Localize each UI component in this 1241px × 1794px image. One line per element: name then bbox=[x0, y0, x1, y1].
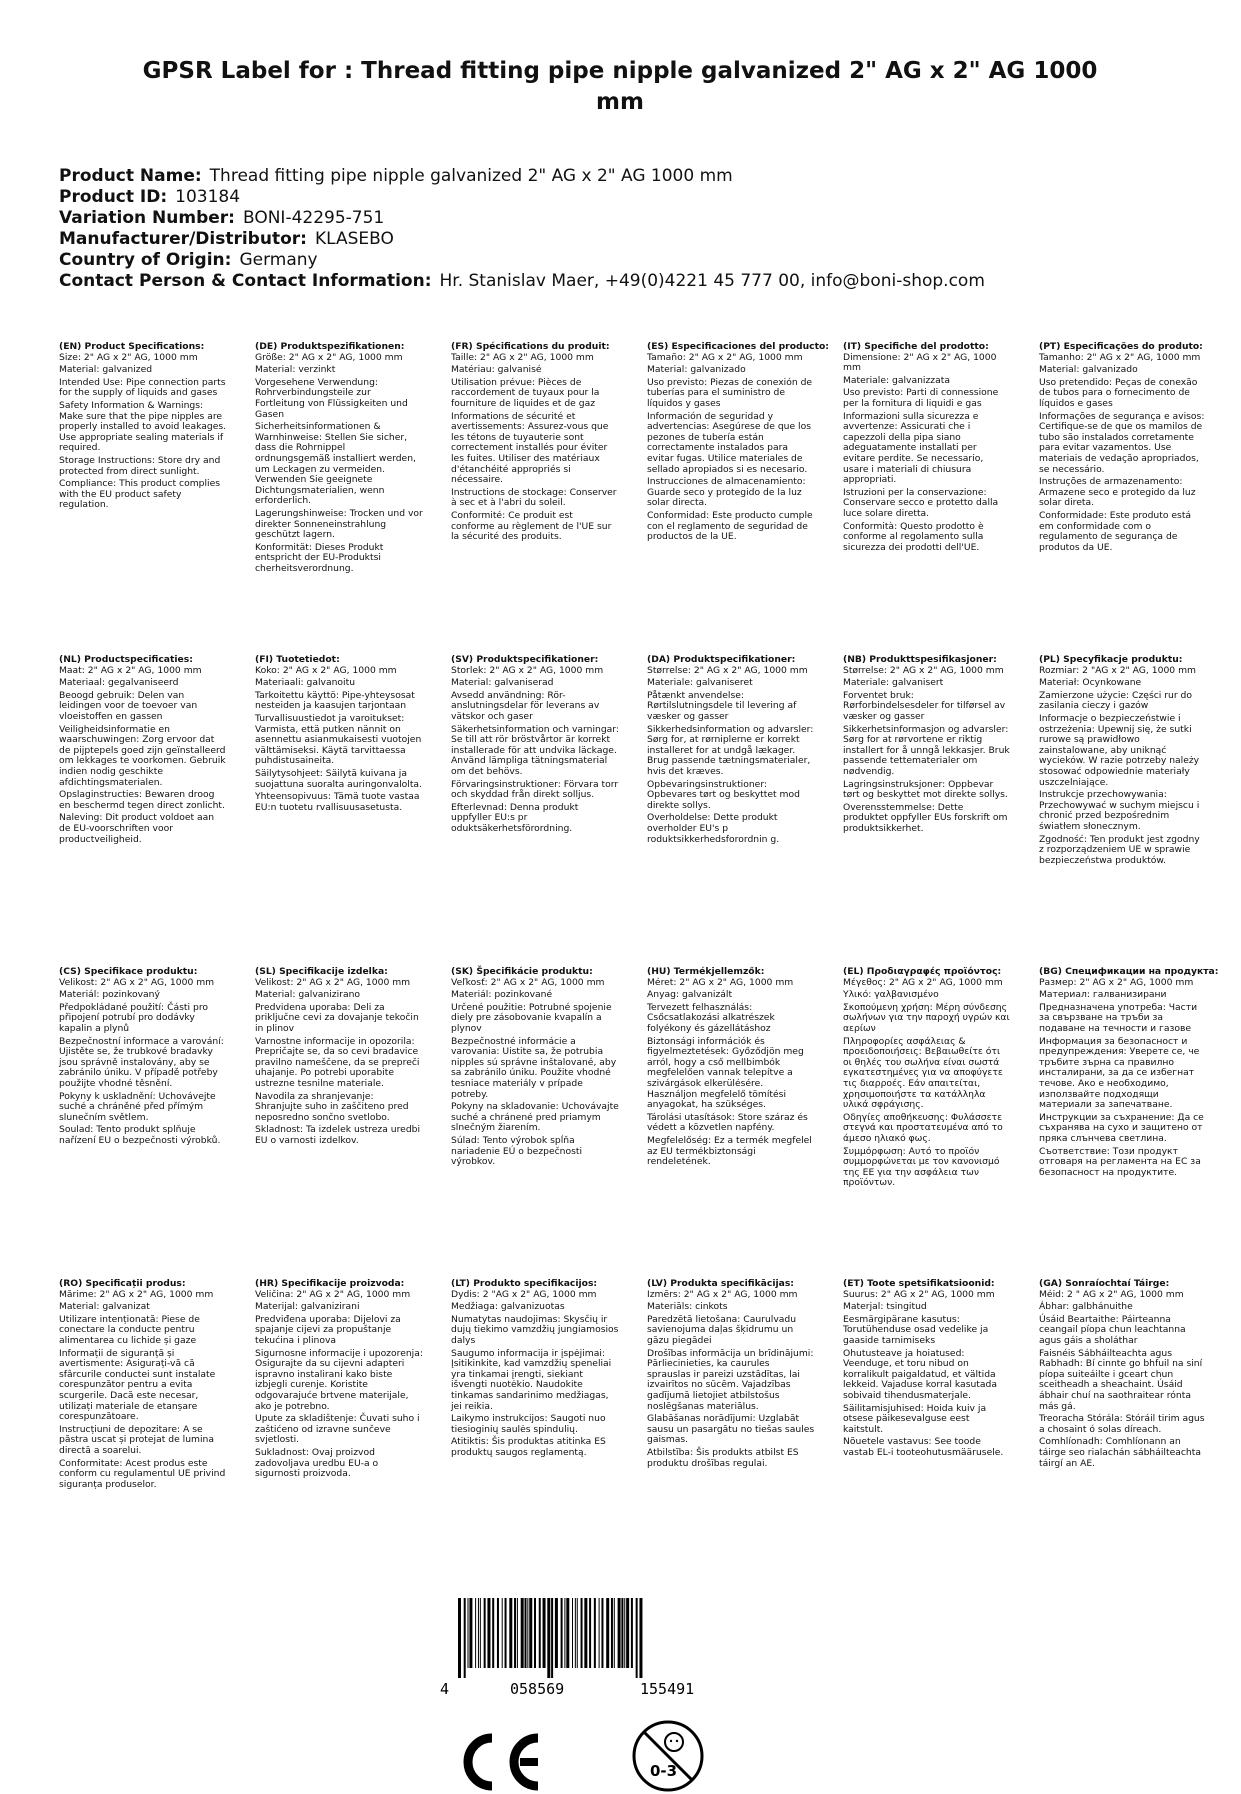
barcode-digits: 155491 bbox=[640, 1680, 695, 1698]
info-key: Product Name: bbox=[59, 166, 202, 186]
info-key: Manufacturer/Distributor: bbox=[59, 229, 307, 249]
spec-line: Předpokládané použití: Části pro připojení potrubí pro dodávky kapalin a plynů bbox=[59, 1001, 209, 1034]
spec-line: Säilytysohjeet: Säilytä kuivana ja suojattuna suoralta auringonvalolta. bbox=[255, 767, 422, 790]
spec-line: Safety Information & Warnings: Make sure that the pipe nipples are properly installed to avoid leakages. Use appropriate sealing materials if required. bbox=[59, 399, 227, 454]
spec-line: Veličina: 2" AG x 2" AG, 1000 mm bbox=[255, 1288, 411, 1300]
spec-line: Avsedd användning: Rör-anslutningsdelar för leverans av vätskor och gaser bbox=[451, 689, 600, 722]
barcode-bar bbox=[577, 1598, 578, 1668]
page-title: GPSR Label for : Thread fitting pipe nipple galvanized 2" AG x 2" AG 1000 mm bbox=[142, 58, 1098, 115]
spec-line: Uso previsto: Piezas de conexión de tuberías para el suministro de líquidos y gases bbox=[647, 376, 813, 409]
spec-line: Atbilstība: Šis produkts atbilst ES produktu drošības regulai. bbox=[647, 1446, 799, 1469]
barcode-bar bbox=[534, 1598, 536, 1668]
spec-line: Μέγεθος: 2" AG x 2" AG, 1000 mm bbox=[843, 976, 1003, 988]
spec-heading: (BG) Спецификации на продукта: bbox=[1039, 966, 1219, 977]
spec-line: Materijal: galvanizirani bbox=[255, 1301, 360, 1313]
info-row bbox=[59, 166, 1199, 187]
spec-line: Storage Instructions: Store dry and protected from direct sunlight. bbox=[59, 454, 221, 477]
spec-line: Informações de segurança e avisos: Certifique-se de que os mamilos de tubo são instalados corretamente para evitar vazamentos. Use materiais de vedação apropriados, se necessário. bbox=[1039, 410, 1205, 475]
spec-line: Материал: галванизирани bbox=[1039, 989, 1167, 1001]
spec-heading: (LV) Produkta specifikācijas: bbox=[647, 1278, 794, 1289]
spec-line: Numatytas naudojimas: Skysčių ir dujų tiekimo vamzdžių jungiamosios dalys bbox=[451, 1313, 619, 1346]
spec-line: Materiāls: cinkots bbox=[647, 1301, 728, 1313]
spec-line: Biztonsági információk és figyelmeztetések: Győződjön meg arról, hogy a cső mellbimbók megfelelően vannak telepítve a szivárgások elkerülésére. Használjon megfelelő tömítési anyagokat, ha szükséges. bbox=[647, 1035, 804, 1111]
barcode-bar bbox=[551, 1598, 553, 1678]
spec-line: Méid: 2 " AG x 2" AG, 1000 mm bbox=[1039, 1288, 1184, 1300]
spec-line: Yhteensopivuus: Tämä tuote vastaa EU:n tuotetu rvallisuusasetusta. bbox=[255, 791, 420, 813]
spec-line: Dimensione: 2" AG x 2" AG, 1000 mm bbox=[843, 351, 997, 374]
spec-line: Conformidade: Este produto está em conformidade com o regulamento de segurança de produtos da UE. bbox=[1039, 509, 1192, 553]
barcode-bar bbox=[606, 1598, 609, 1668]
spec-block-es bbox=[647, 341, 829, 545]
spec-line: Instrukcje przechowywania: Przechowywać w suchym miejscu i chronić przed bezpośrednim światłem słonecznym. bbox=[1039, 789, 1200, 832]
spec-line: Efterlevnad: Denna produkt uppfyller EU:s pr oduktsäkerhetsförordning. bbox=[451, 801, 579, 834]
spec-heading: (HR) Specifikacije proizvoda: bbox=[255, 1278, 405, 1289]
info-row bbox=[59, 229, 1199, 250]
spec-line: Instrucciones de almacenamiento: Guarde seco y protegido de la luz solar directa. bbox=[647, 476, 806, 509]
barcode-bar bbox=[529, 1598, 532, 1668]
spec-heading: (CS) Specifikace produktu: bbox=[59, 966, 198, 977]
spec-line: Materjal: tsingitud bbox=[843, 1301, 927, 1313]
spec-line: Säilitamisjuhised: Hoida kuiv ja otsese päikesevalguse eest kaitstult. bbox=[843, 1402, 987, 1435]
spec-line: Materiaali: galvanoitu bbox=[255, 677, 356, 689]
spec-block-sv bbox=[451, 655, 619, 837]
spec-line: Materiał: Ocynkowane bbox=[1039, 677, 1142, 689]
spec-line: Förvaringsinstruktioner: Förvara torr och skyddad från direkt solljus. bbox=[451, 778, 619, 801]
spec-line: Instrucțiuni de depozitare: A se păstra uscat și protejat de lumina directă a soarelui. bbox=[59, 1423, 214, 1456]
spec-line: Informații de siguranță și avertismente: Asigurați-vă că sfârcurile conductei sunt instalate corespunzător pentru a evita scurgerile. Dacă este necesar, utilizați materiale de etanșare corespunzătoare. bbox=[59, 1347, 216, 1423]
spec-line: Veľkosť: 2" AG x 2" AG, 1000 mm bbox=[451, 976, 605, 988]
spec-line: Lagerungshinweise: Trocken und vor direkter Sonneneinstrahlung geschützt lagern. bbox=[255, 507, 423, 541]
spec-block-da bbox=[647, 655, 815, 847]
barcode-digits: 4 bbox=[440, 1680, 450, 1698]
spec-line: Maat: 2" AG x 2" AG, 1000 mm bbox=[59, 664, 202, 676]
spec-line: Sicherheitsinformationen & Warnhinweise: Stellen Sie sicher, dass die Rohrnippel ordnungsgemäß installiert werden, um Leckagen zu vermeiden. Verwenden Sie geeignete Dichtungsmaterialien, wenn erforderlich. bbox=[255, 421, 416, 507]
spec-heading: (DA) Produktspecifikationer: bbox=[647, 654, 796, 665]
spec-line: Påtænkt anvendelse: Rørtilslutningsdele til levering af væsker og gasser bbox=[647, 689, 797, 722]
barcode-bar bbox=[614, 1598, 615, 1668]
ce-mark-icon bbox=[458, 1732, 544, 1792]
spec-block-hu bbox=[647, 967, 815, 1170]
spec-line: Material: verzinkt bbox=[255, 364, 336, 376]
spec-line: Navodila za shranjevanje: Shranjujte suho in zaščiteno pred neposredno sončno svetlobo. bbox=[255, 1090, 409, 1123]
spec-block-fr bbox=[451, 342, 619, 545]
spec-line: Anyag: galvanizált bbox=[647, 989, 733, 1001]
barcode-bar bbox=[572, 1598, 573, 1668]
spec-line: Velikost: 2" AG x 2" AG, 1000 mm bbox=[255, 976, 411, 988]
spec-line: Vorgesehene Verwendung: Rohrverbindungsteile zur Fortleitung von Flüssigkeiten und Gasen bbox=[255, 376, 408, 420]
spec-heading: (PL) Specyfikacje produktu: bbox=[1039, 654, 1183, 665]
spec-line: Beoogd gebruik: Delen van leidingen voor de toevoer van vloeistoffen en gassen bbox=[59, 689, 198, 722]
info-row bbox=[59, 271, 1199, 292]
spec-block-cs bbox=[59, 967, 227, 1149]
spec-heading: (PT) Especificações do produto: bbox=[1039, 341, 1203, 352]
product-info bbox=[59, 166, 1199, 292]
spec-heading: (SL) Specifikacije izdelka: bbox=[255, 966, 388, 977]
spec-heading: (FR) Spécifications du produit: bbox=[451, 341, 610, 352]
spec-block-pt bbox=[1039, 342, 1207, 555]
spec-line: Overensstemmelse: Dette produktet oppfyller EUs forskrift om produktsikkerhet. bbox=[843, 801, 1008, 834]
spec-line: Informacje o bezpieczeństwie i ostrzeżenia: Upewnij się, że sutki rurowe są prawidłowo zainstalowane, aby uniknąć wycieków. W razie potrzeby należy stosować odpowiednie materiały uszczelniające. bbox=[1039, 712, 1200, 788]
spec-line: Sikkerhedsinformation og advarsler: Sørg for, at rørniplerne er korrekt installeret for at undgå lækager. Brug passende tætningsmaterialer, hvis det kræves. bbox=[647, 723, 814, 777]
barcode-bar bbox=[639, 1598, 642, 1678]
spec-heading: (ES) Especificaciones del producto: bbox=[647, 341, 829, 352]
barcode-bar bbox=[575, 1598, 576, 1668]
spec-line: Material: galvanizirano bbox=[255, 989, 361, 1001]
barcode-bar bbox=[458, 1598, 461, 1678]
spec-line: Material: galvaniserad bbox=[451, 677, 554, 689]
spec-line: Σκοπούμενη χρήση: Μέρη σύνδεσης σωλήνων για την παροχή υγρών και αερίων bbox=[843, 1001, 1010, 1034]
spec-block-nb bbox=[843, 655, 1011, 837]
spec-line: Tamanho: 2" AG x 2" AG, 1000 mm bbox=[1039, 351, 1201, 363]
spec-block-it bbox=[843, 342, 1011, 555]
spec-line: Zamierzone użycie: Części rur do zasilania cieczy i gazów bbox=[1039, 689, 1193, 712]
spec-line: Tervezett felhasználás: Csőcsatlakozási alkatrészek folyékony és gázellátáshoz bbox=[647, 1001, 775, 1034]
spec-line: Utilizare intenționată: Piese de conectare la conducte pentru alimentarea cu lichide și gaze bbox=[59, 1313, 200, 1346]
barcode-bar bbox=[539, 1598, 541, 1668]
spec-line: Размер: 2" AG x 2" AG, 1000 mm bbox=[1039, 976, 1194, 988]
spec-line: Säkerhetsinformation och varningar: Se till att rör bröstvårtor är korrekt installerade för att undvika läckage. Använd lämpliga tätningsmaterial om det behövs. bbox=[451, 723, 620, 777]
spec-line: Nõuetele vastavus: See toode vastab EL-i tooteohutusmäärusele. bbox=[843, 1436, 1004, 1458]
info-key: Product ID: bbox=[59, 187, 168, 207]
info-key: Contact Person & Contact Information: bbox=[59, 271, 432, 291]
spec-line: Material: galvanizado bbox=[647, 364, 746, 376]
spec-line: Dydis: 2 "AG x 2" AG, 1000 mm bbox=[451, 1288, 597, 1300]
barcode-bar bbox=[484, 1598, 486, 1668]
spec-block-el bbox=[843, 967, 1011, 1191]
age-range-label: 0-3 bbox=[650, 1762, 678, 1780]
barcode-bar bbox=[543, 1598, 546, 1668]
spec-block-lt bbox=[451, 1279, 619, 1461]
spec-line: Инструкции за съхранение: Да се съхранява на сухо и защитено от пряка слънчева светлина. bbox=[1039, 1111, 1204, 1144]
spec-block-et bbox=[843, 1279, 1011, 1461]
spec-line: Súlad: Tento výrobok spĺňa nariadenie EÚ o bezpečnosti výrobkov. bbox=[451, 1134, 583, 1168]
spec-heading: (EN) Product Specifications: bbox=[59, 341, 205, 352]
spec-line: Instruções de armazenamento: Armazene seco e protegido da luz solar direta. bbox=[1039, 476, 1196, 509]
barcode-bar bbox=[497, 1598, 499, 1668]
spec-line: Tamaño: 2" AG x 2" AG, 1000 mm bbox=[647, 351, 803, 363]
info-key: Variation Number: bbox=[59, 208, 235, 228]
spec-line: Varnostne informacije in opozorila: Prepričajte se, da so cevi bradavice pravilno nameščene, da se prepreči uhajanje. Po potrebi uporabite ustrezne tesnilne materiale. bbox=[255, 1035, 420, 1089]
spec-block-de bbox=[255, 342, 423, 576]
spec-line: Megfelelőség: Ez a termék megfelel az EU termékbiztonsági rendeletének. bbox=[647, 1134, 812, 1168]
spec-line: Skladnost: Ta izdelek ustreza uredbi EU o varnosti izdelkov. bbox=[255, 1124, 421, 1146]
spec-line: Size: 2" AG x 2" AG, 1000 mm bbox=[59, 351, 198, 363]
spec-line: Lagringsinstruksjoner: Oppbevar tørt og beskyttet mot direkte sollys. bbox=[843, 778, 1008, 801]
spec-line: Treoracha Stórála: Stóráil tirim agus a chosaint ó solas díreach. bbox=[1039, 1413, 1205, 1435]
spec-line: Laikymo instrukcijos: Saugoti nuo tiesioginių saulės spindulių. bbox=[451, 1413, 606, 1435]
spec-line: Faisnéis Sábháilteachta agus Rabhadh: Bí cinnte go bhfuil na siní píopa suiteáilte i gceart chun sceitheadh a sheachaint. Úsáid ábhair chuí na saothraitear rónta más gá. bbox=[1039, 1347, 1203, 1412]
spec-line: Pokyny k uskladnění: Uchovávejte suché a chráněné před přímým slunečním světlem. bbox=[59, 1090, 216, 1123]
spec-line: Tarkoitettu käyttö: Pipe-yhteysosat nesteiden ja kaasujen tarjontaan bbox=[255, 689, 415, 712]
barcode-bar bbox=[468, 1598, 469, 1668]
spec-heading: (FI) Tuotetiedot: bbox=[255, 654, 340, 665]
spec-heading: (LT) Produkto specifikacijos: bbox=[451, 1278, 598, 1289]
barcode-bar bbox=[547, 1598, 550, 1678]
spec-line: Conformité: Ce produit est conforme au règlement de l'UE sur la sécurité des produits. bbox=[451, 509, 612, 543]
info-row bbox=[59, 187, 1199, 208]
spec-line: Conformidad: Este producto cumple con el reglamento de seguridad de productos de la UE. bbox=[647, 509, 813, 543]
spec-block-pl bbox=[1039, 655, 1207, 868]
spec-heading: (SK) Špecifikácie produktu: bbox=[451, 966, 593, 977]
info-value: BONI-42295-751 bbox=[242, 208, 385, 228]
spec-line: Opslaginstructies: Bewaren droog en beschermd tegen direct zonlicht. bbox=[59, 789, 225, 811]
spec-heading: (ET) Toote spetsifikatsioonid: bbox=[843, 1278, 995, 1289]
spec-block-fi bbox=[255, 655, 423, 815]
spec-line: Určené použitie: Potrubné spojenie diely pre zásobovanie kvapalín a plynov bbox=[451, 1001, 612, 1034]
barcode-bar bbox=[624, 1598, 625, 1668]
spec-line: Turvallisuustiedot ja varoitukset: Varmista, että putken nännit on asennettu asianmukaisesti vuotojen välttämiseksi. Käytä tarvittaessa puhdistusaineita. bbox=[255, 712, 422, 767]
info-value: Hr. Stanislav Maer, +49(0)4221 45 777 00, info@boni-shop.com bbox=[439, 271, 985, 291]
barcode-bar bbox=[517, 1598, 518, 1668]
barcode-bar bbox=[561, 1598, 563, 1668]
spec-heading: (EL) Προδιαγραφές προϊόντος: bbox=[843, 966, 1002, 977]
spec-line: Sikkerhetsinformasjon og advarsler: Sørg for at rørvortene er riktig installert for å unngå lekkasjer. Bruk passende tettematerialer om nødvendig. bbox=[843, 723, 1010, 777]
spec-line: Materiaal: gegalvaniseerd bbox=[59, 677, 179, 689]
spec-block-lv bbox=[647, 1279, 815, 1471]
spec-line: Bezpečnostné informácie a varovania: Uistite sa, že potrubia nipples sú správne inštalované, aby sa zabránilo úniku. Použite vhodné tesniace materiály v prípade potreby. bbox=[451, 1035, 617, 1100]
spec-line: Konformität: Dieses Produkt entspricht der EU-Produktsi cherheitsverordnung. bbox=[255, 541, 384, 574]
spec-heading: (IT) Specifiche del prodotto: bbox=[843, 341, 989, 352]
spec-block-sk bbox=[451, 967, 619, 1170]
barcode-bar bbox=[502, 1598, 503, 1668]
spec-line: Izmērs: 2" AG x 2" AG, 1000 mm bbox=[647, 1288, 798, 1300]
spec-line: Uso pretendido: Peças de conexão de tubos para o fornecimento de líquidos e gases bbox=[1039, 376, 1198, 409]
spec-line: Istruzioni per la conservazione: Conservare secco e protetto dalla luce solare diretta. bbox=[843, 486, 999, 519]
barcode-bar bbox=[581, 1598, 583, 1668]
spec-line: Materiale: galvanizzata bbox=[843, 374, 950, 386]
info-row bbox=[59, 208, 1199, 229]
spec-block-sl bbox=[255, 967, 423, 1149]
spec-line: Съответствие: Този продукт отговаря на регламента на ЕС за безопасност на продуктите. bbox=[1039, 1145, 1201, 1178]
barcode-bar bbox=[599, 1598, 600, 1668]
barcode-bar bbox=[618, 1598, 621, 1668]
barcode-bar bbox=[566, 1598, 569, 1668]
barcode-bar bbox=[475, 1598, 476, 1668]
spec-block-ro bbox=[59, 1279, 227, 1492]
spec-line: Informations de sécurité et avertissements: Assurez-vous que les tétons de tuyauterie sont correctement installés pour éviter les fuites. Utiliser des matériaux d'étanchéité appropriés si nécessaire. bbox=[451, 410, 609, 486]
spec-line: Mărime: 2" AG x 2" AG, 1000 mm bbox=[59, 1288, 214, 1300]
barcode-bar bbox=[636, 1598, 638, 1678]
info-value: Thread fitting pipe nipple galvanized 2" AG x 2" AG 1000 mm bbox=[209, 166, 733, 186]
spec-line: Paredzētā lietošana: Caurulvadu savienojuma daļas šķidrumu un gāzu piegādei bbox=[647, 1313, 797, 1346]
barcode-bar bbox=[631, 1598, 633, 1668]
barcode bbox=[440, 1598, 750, 1702]
spec-line: Velikost: 2" AG x 2" AG, 1000 mm bbox=[59, 976, 215, 988]
age-0-3-warning-icon bbox=[630, 1718, 706, 1794]
barcode-bar bbox=[478, 1598, 479, 1668]
spec-line: Tárolási utasítások: Store száraz és védett a közvetlen napfény. bbox=[647, 1111, 808, 1134]
spec-line: Información de seguridad y advertencias: Asegúrese de que los pezones de tubería están correctamente instalados para evitar fugas. Utilice materiales de sellado apropiados si es necesario. bbox=[647, 410, 812, 475]
barcode-bar bbox=[594, 1598, 596, 1668]
spec-line: Rozmiar: 2 "AG x 2" AG, 1000 mm bbox=[1039, 664, 1196, 676]
spec-line: Conformitate: Acest produs este conform cu regulamentul UE privind siguranța produselor. bbox=[59, 1457, 226, 1490]
spec-line: Sigurnosne informacije i upozorenja: Osigurajte da su cijevni adapteri ispravno instalirani kako biste izbjegli curenje. Koristite odgovarajuće brtvene materijale, ako je potrebno. bbox=[255, 1347, 423, 1412]
barcode-bar bbox=[601, 1598, 603, 1668]
spec-line: Drošības informācija un brīdinājumi: Pārliecinieties, ka caurules sprauslas ir pareizi uzstādītas, lai izvairītos no sūcēm. Vajadzības gadījumā lietojiet atbilstošus noslēgšanas materiālus. bbox=[647, 1347, 814, 1412]
spec-line: Material: galvanized bbox=[59, 364, 153, 376]
spec-line: Soulad: Tento produkt splňuje nařízení EU o bezpečnosti výrobků. bbox=[59, 1124, 221, 1146]
spec-line: Informazioni sulla sicurezza e avvertenze: Assicurati che i capezzoli della pipa siano adeguatamente installati per evitare perdite. Se necessario, usare i materiali di chiusura appropriati. bbox=[843, 410, 984, 486]
spec-line: Matériau: galvanisé bbox=[451, 364, 542, 376]
barcode-bar bbox=[527, 1598, 528, 1668]
spec-heading: (NL) Productspecificaties: bbox=[59, 654, 193, 665]
spec-line: Opbevaringsinstruktioner: Opbevares tørt og beskyttet mod direkte sollys. bbox=[647, 778, 800, 811]
spec-line: Συμμόρφωση: Αυτό το προϊόν συμμορφώνεται με τον κανονισμό της ΕΕ για την ασφάλεια των προϊόντων. bbox=[843, 1145, 1000, 1189]
barcode-bar bbox=[555, 1598, 558, 1668]
spec-line: Material: galvanizado bbox=[1039, 364, 1138, 376]
spec-line: Material: galvanizat bbox=[59, 1301, 150, 1313]
barcode-bar bbox=[589, 1598, 591, 1668]
spec-line: Forventet bruk: Rørforbindelsesdeler for tilførsel av væsker og gasser bbox=[843, 689, 1006, 722]
spec-line: Størrelse: 2" AG x 2" AG, 1000 mm bbox=[843, 664, 1004, 676]
spec-line: Comhlíonadh: Comhlíonann an táirge seo rialachán sábháilteachta táirgí an AE. bbox=[1039, 1436, 1201, 1469]
spec-line: Bezpečnostní informace a varování: Ujistěte se, že trubkové bradavky jsou správně instalovány, aby se zabránilo úniku. V případě potřeby použijte vhodné těsnění. bbox=[59, 1035, 224, 1089]
barcode-bar bbox=[564, 1598, 565, 1668]
spec-line: Méret: 2" AG x 2" AG, 1000 mm bbox=[647, 976, 794, 988]
barcode-bar bbox=[487, 1598, 490, 1668]
spec-line: Medžiaga: galvanizuotas bbox=[451, 1301, 565, 1313]
barcode-bar bbox=[584, 1598, 587, 1668]
barcode-bar bbox=[480, 1598, 481, 1668]
barcode-bar bbox=[492, 1598, 494, 1668]
barcode-bar bbox=[514, 1598, 516, 1668]
spec-block-bg bbox=[1039, 966, 1219, 1180]
spec-line: Intended Use: Pipe connection parts for the supply of liquids and gases bbox=[59, 376, 226, 399]
spec-heading: (SV) Produktspecifikationer: bbox=[451, 654, 599, 665]
spec-line: Veiligheidsinformatie en waarschuwingen: Zorg ervoor dat de pijptepels goed zijn geïnstalleerd om lekkages te voorkomen. Gebruik indien nodig geschikte afdichtingsmaterialen. bbox=[59, 723, 226, 788]
spec-line: Οδηγίες αποθήκευσης: Φυλάσσετε στεγνά και προστατευμένα από το άμεσο ηλιακό φως. bbox=[843, 1111, 1003, 1144]
spec-line: Saugumo informacija ir įspėjimai: Įsitikinkite, kad vamzdžių speneliai yra tinkamai įrengti, siekiant išvengti nuotėkio. Naudokite tinkamas sandarinimo medžiagas, jei reikia. bbox=[451, 1347, 612, 1412]
spec-line: Materiale: galvanisert bbox=[843, 677, 944, 689]
spec-line: Materiale: galvaniseret bbox=[647, 677, 753, 689]
barcode-digits: 058569 bbox=[510, 1680, 565, 1698]
spec-line: Koko: 2" AG x 2" AG, 1000 mm bbox=[255, 664, 397, 676]
spec-block-en bbox=[59, 342, 227, 513]
spec-line: Overholdelse: Dette produkt overholder EU's p roduktsikkerhedsforordnin g. bbox=[647, 812, 780, 845]
barcode-bar bbox=[626, 1598, 629, 1668]
spec-line: Storlek: 2" AG x 2" AG, 1000 mm bbox=[451, 664, 604, 676]
spec-line: Conformità: Questo prodotto è conforme al regolamento sulla sicurezza dei prodotti dell'UE. bbox=[843, 520, 984, 553]
spec-block-nl bbox=[59, 655, 227, 847]
spec-line: Instructions de stockage: Conserver à sec et à l'abri du soleil. bbox=[451, 486, 617, 509]
spec-line: Glabāšanas norādījumi: Uzglabāt sausu un pasargātu no tiešas saules gaismas. bbox=[647, 1413, 815, 1446]
spec-line: Предназначена употреба: Части за свързване на тръби за подаване на течности и газове bbox=[1039, 1001, 1198, 1034]
spec-line: Naleving: Dit product voldoet aan de EU-voorschriften voor productveiligheid. bbox=[59, 812, 215, 845]
spec-line: Πληροφορίες ασφάλειας & προειδοποιήσεις: Βεβαιωθείτε ότι οι θηλές του σωλήνα είναι σωστά εγκατεστημένες για να αποφύγετε τις διαρροές. Εάν απαιτείται, χρησιμοποιήστε τα κατάλληλα υλικά σφράγισης. bbox=[843, 1035, 1003, 1111]
spec-line: Uso previsto: Parti di connessione per la fornitura di liquidi e gas bbox=[843, 387, 999, 409]
barcode-bar bbox=[621, 1598, 623, 1668]
spec-block-ga bbox=[1039, 1279, 1207, 1471]
spec-line: Atitiktis: Šis produktas atitinka ES produktų saugos reglamentą. bbox=[451, 1436, 606, 1458]
spec-line: Utilisation prévue: Pièces de raccordement de tuyaux pour la fourniture de liquides et de gaz bbox=[451, 376, 600, 409]
spec-line: Eesmärgipärane kasutus: Torutühenduse osad vedelike ja gaaside tarnimiseks bbox=[843, 1313, 989, 1346]
spec-line: Υλικό: γαλβανισμένο bbox=[843, 989, 939, 1001]
barcode-bar bbox=[464, 1598, 466, 1678]
spec-line: Predvidena uporaba: Deli za priključne cevi za dovajanje tekočin in plinov bbox=[255, 1001, 419, 1034]
spec-line: Suurus: 2" AG x 2" AG, 1000 mm bbox=[843, 1288, 995, 1300]
barcode-bar bbox=[509, 1598, 512, 1668]
spec-line: Größe: 2" AG x 2" AG, 1000 mm bbox=[255, 351, 403, 363]
spec-block-hr bbox=[255, 1279, 423, 1482]
barcode-bar bbox=[521, 1598, 524, 1668]
spec-heading: (GA) Sonraíochtaí Táirge: bbox=[1039, 1278, 1170, 1289]
info-value: 103184 bbox=[175, 187, 241, 207]
spec-line: Информация за безопасност и предупреждения: Уверете се, че тръбите зърна са правилно инсталирани, за да се избегнат течове. Ако е необходимо, използвайте подходящи материали за запечатване. bbox=[1039, 1035, 1200, 1111]
spec-line: Størrelse: 2" AG x 2" AG, 1000 mm bbox=[647, 664, 808, 676]
barcode-bar bbox=[505, 1598, 507, 1668]
spec-line: Materiál: pozinkovaný bbox=[59, 989, 160, 1001]
spec-line: Compliance: This product complies with the EU product safety regulation. bbox=[59, 478, 221, 511]
spec-heading: (HU) Termékjellemzők: bbox=[647, 966, 765, 977]
spec-line: Materiál: pozinkované bbox=[451, 989, 553, 1001]
info-row bbox=[59, 250, 1199, 271]
spec-line: Úsáid Beartaithe: Páirteanna ceangail píopa chun leachtanna agus gáis a sholáthar bbox=[1039, 1313, 1186, 1346]
spec-heading: (DE) Produktspezifikationen: bbox=[255, 341, 405, 352]
barcode-bar bbox=[469, 1598, 472, 1668]
spec-line: Zgodność: Ten produkt jest zgodny z rozporządzeniem UE w sprawie bezpieczeństwa produktów. bbox=[1039, 833, 1200, 866]
info-key: Country of Origin: bbox=[59, 250, 232, 270]
barcode-bar bbox=[525, 1598, 527, 1668]
spec-line: Pokyny na skladovanie: Uchovávajte suché a chránené pred priamym slnečným žiarením. bbox=[451, 1101, 619, 1134]
spec-line: Predviđena uporaba: Dijelovi za spajanje cijevi za propuštanje tekućina i plinova bbox=[255, 1313, 401, 1346]
spec-line: Taille: 2" AG x 2" AG, 1000 mm bbox=[451, 351, 594, 363]
spec-heading: (NB) Produkttspesifikasjoner: bbox=[843, 654, 997, 665]
barcode-bar bbox=[611, 1598, 613, 1668]
spec-line: Ohutusteave ja hoiatused: Veenduge, et toru nibud on korralikult paigaldatud, et vältida lekkeid. Vajaduse korral kasutada sobivaid tihendusmaterjale. bbox=[843, 1347, 997, 1401]
info-value: KLASEBO bbox=[314, 229, 394, 249]
info-value: Germany bbox=[239, 250, 318, 270]
spec-line: Sukladnost: Ovaj proizvod zadovoljava uredbu EU-a o sigurnosti proizvoda. bbox=[255, 1446, 379, 1480]
spec-heading: (RO) Specificații produs: bbox=[59, 1278, 186, 1289]
spec-line: Ábhar: galbhánuithe bbox=[1039, 1301, 1133, 1313]
spec-line: Upute za skladištenje: Čuvati suho i zaštićeno od izravne sunčeve svjetlosti. bbox=[255, 1413, 420, 1446]
